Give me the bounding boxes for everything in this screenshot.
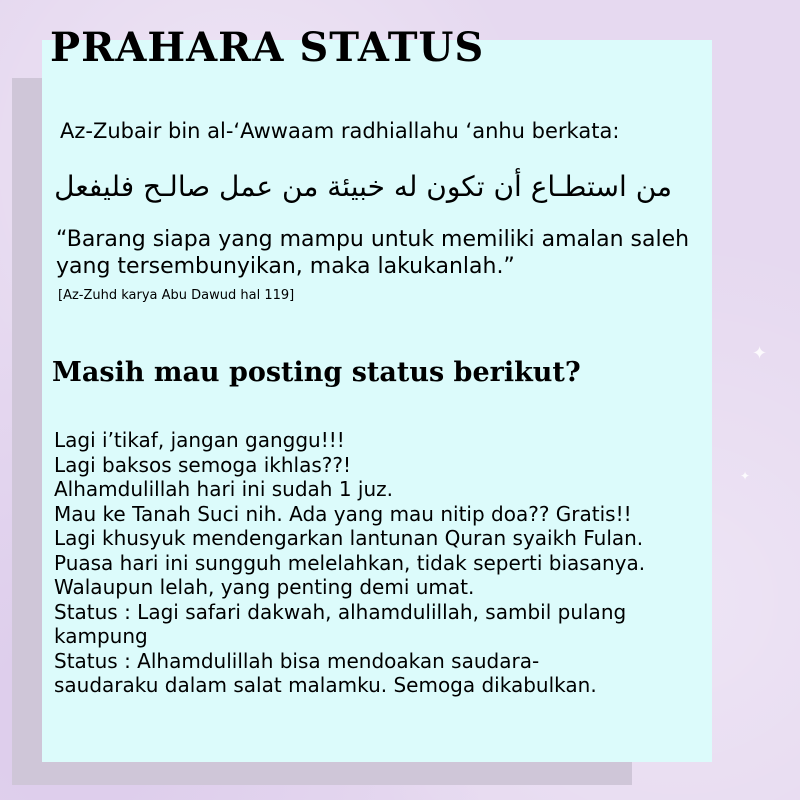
translation-line: “Barang siapa yang mampu untuk memiliki amalan saleh (56, 227, 690, 252)
translation-quote (56, 226, 689, 280)
sparkle-icon: ✦ (752, 343, 768, 364)
sparkle-icon: ✦ (740, 469, 751, 483)
status-list (54, 428, 645, 698)
status-line: Alhamdulillah hari ini sudah 1 juz. (54, 477, 394, 501)
status-line: Mau ke Tanah Suci nih. Ada yang mau nitip doa?? Gratis!! (54, 501, 632, 526)
question-heading: Masih mau posting status berikut? (52, 357, 581, 388)
status-line: Lagi i’tikaf, jangan ganggu!!! (54, 428, 345, 452)
status-line: saudaraku dalam salat malamku. Semoga dikabulkan. (54, 673, 597, 697)
status-line: kampung (54, 624, 148, 648)
arabic-quote: من استطـاع أن تكون له خبيئة من عمل صالـح فليفعل (54, 170, 672, 203)
status-line: Status : Lagi safari dakwah, alhamdulillah, sambil pulang (54, 599, 627, 624)
page-title: PRAHARA STATUS (50, 24, 485, 71)
status-line: Lagi baksos semoga ikhlas??! (54, 452, 352, 477)
status-line: Puasa hari ini sungguh melelahkan, tidak seperti biasanya. (54, 550, 646, 575)
status-line: Lagi khusyuk mendengarkan lantunan Quran syaikh Fulan. (54, 526, 644, 550)
status-line: Walaupun lelah, yang penting demi umat. (54, 575, 475, 599)
translation-line: yang tersembunyikan, maka lakukanlah.” (56, 254, 515, 279)
intro-text: Az-Zubair bin al-‘Awwaam radhiallahu ‘anhu berkata: (60, 119, 620, 143)
source-citation: [Az-Zuhd karya Abu Dawud hal 119] (58, 288, 295, 303)
status-line: Status : Alhamdulillah bisa mendoakan saudara- (54, 648, 540, 673)
